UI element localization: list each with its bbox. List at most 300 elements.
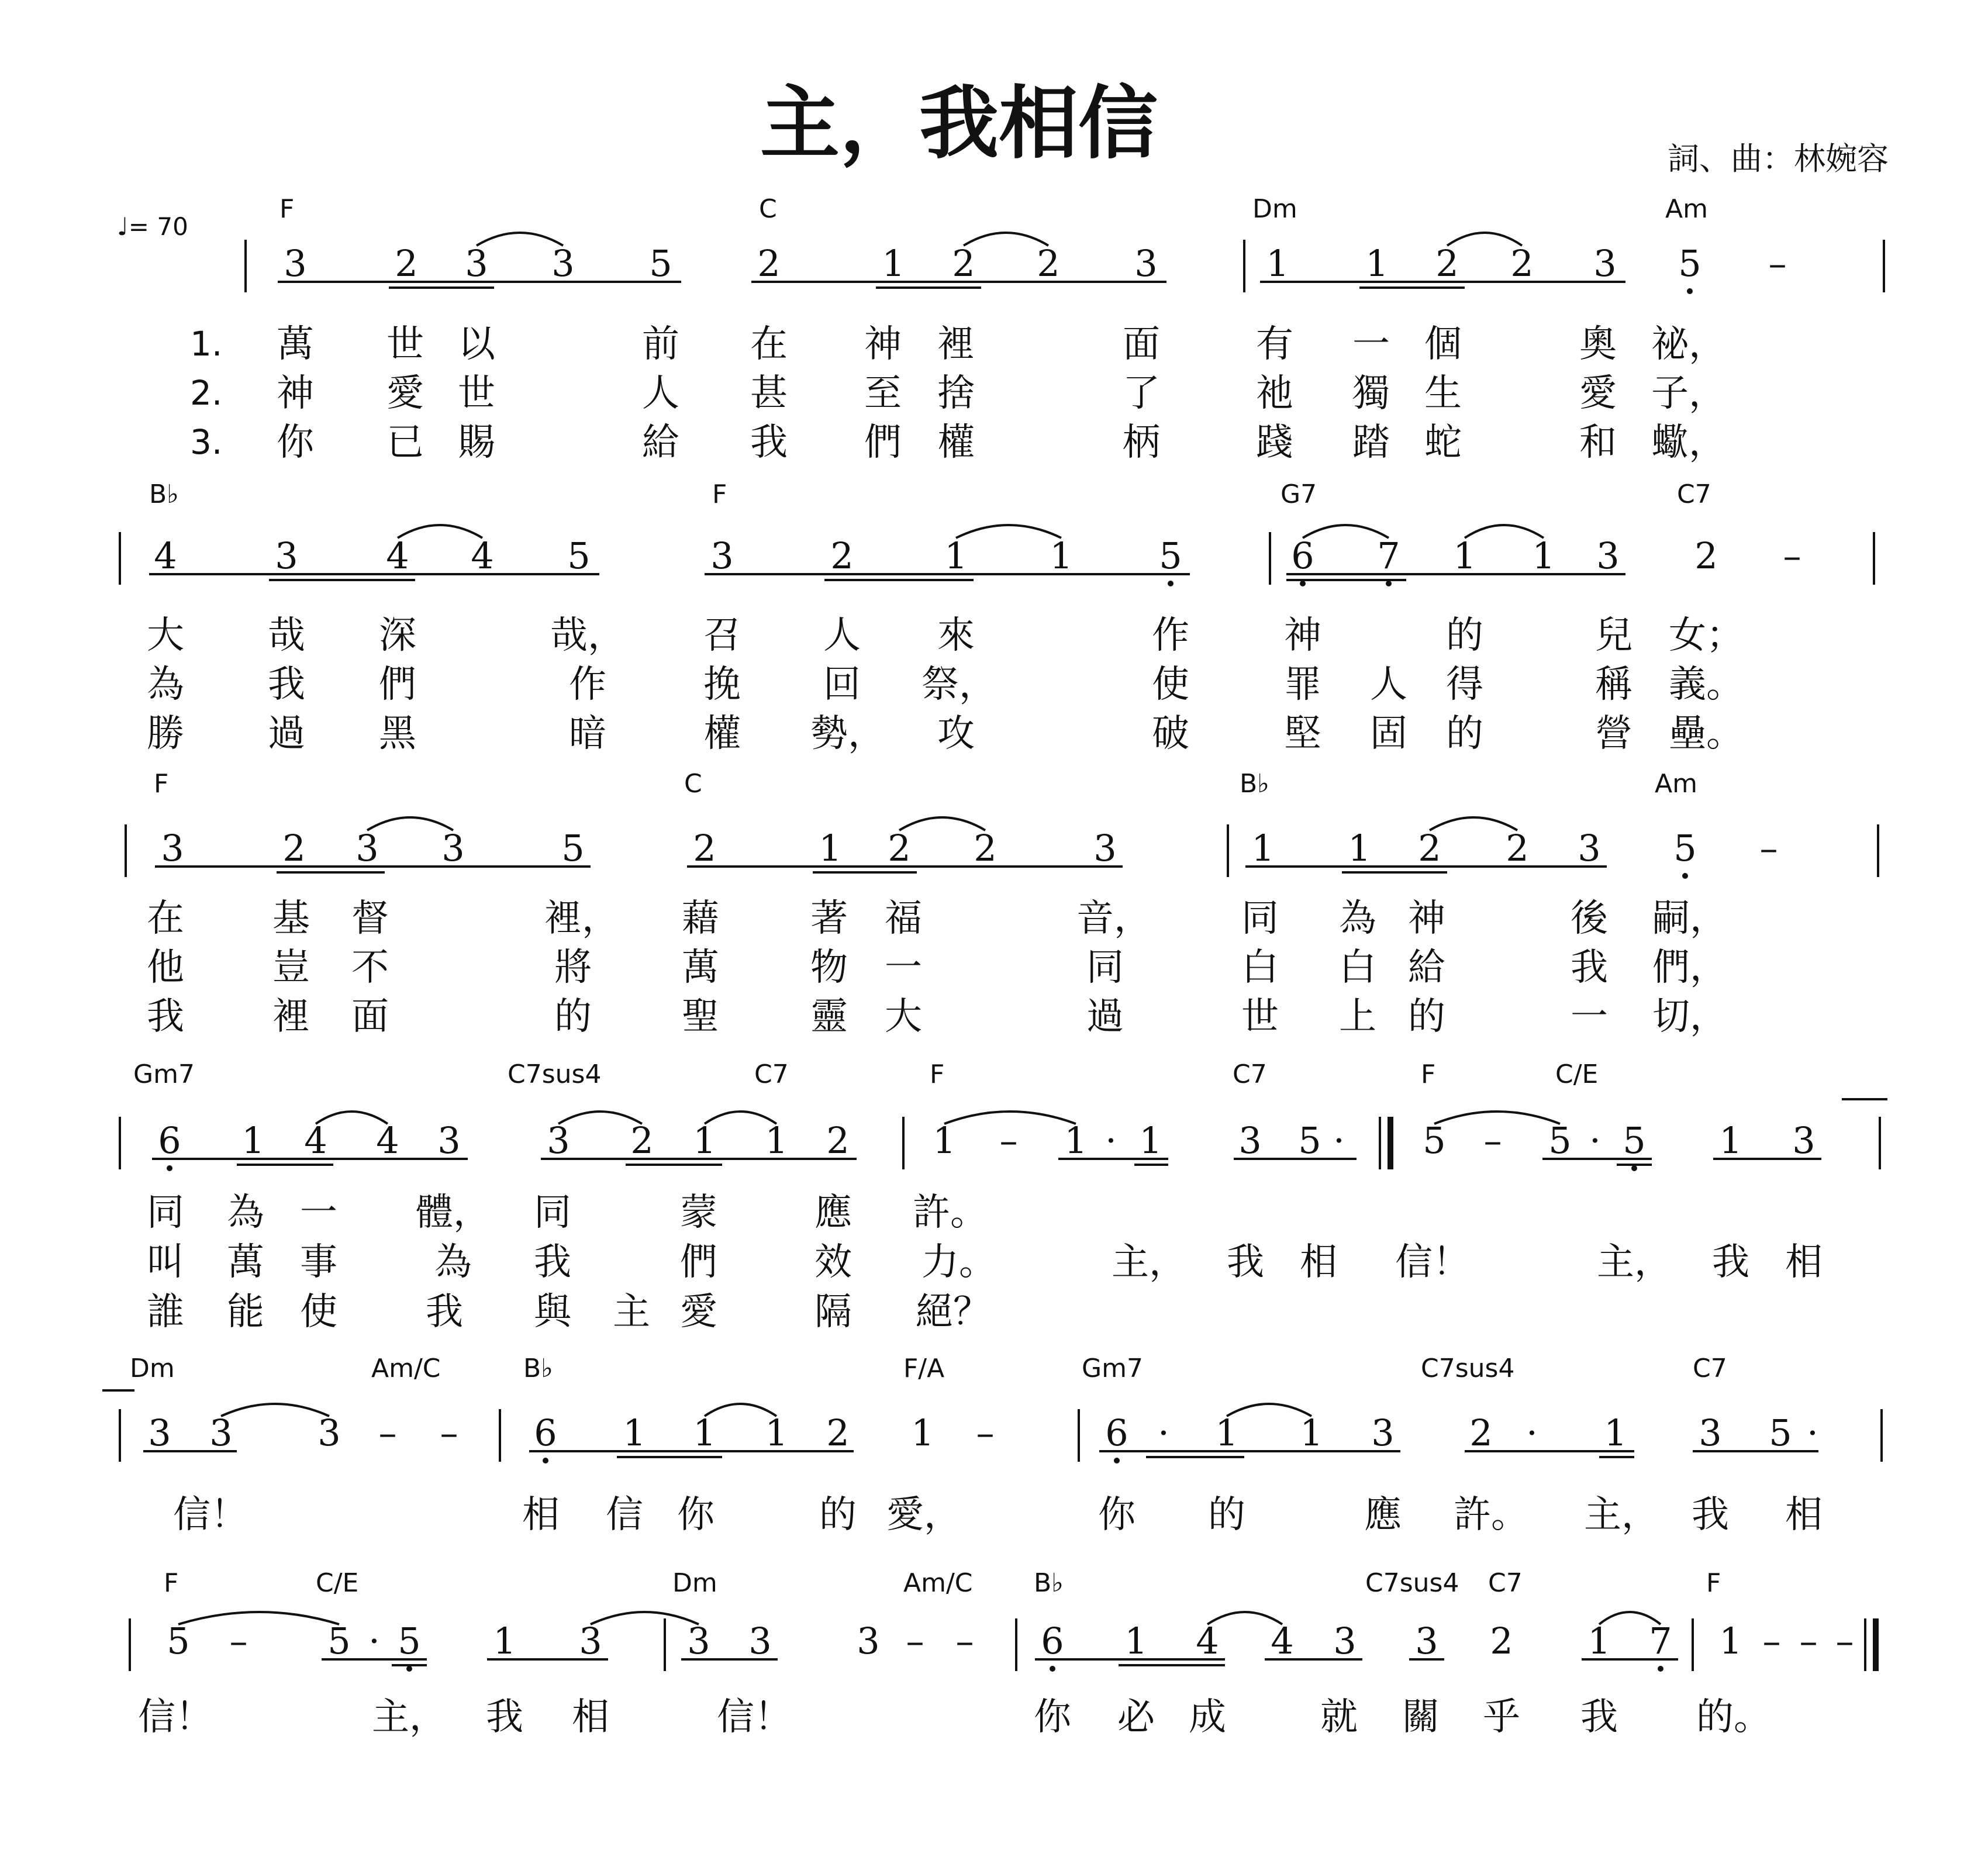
note: 2: [395, 242, 418, 285]
lyric: 我: [1580, 1696, 1618, 1739]
lyric: 基: [272, 897, 310, 940]
chord-label: B♭: [1240, 769, 1269, 799]
lyric: 主，: [372, 1696, 447, 1739]
lyric: 祂: [1256, 372, 1293, 415]
note: 5: [1298, 1119, 1321, 1162]
lyric: 得: [1446, 663, 1483, 706]
note: 1: [1300, 1411, 1323, 1454]
lyric: 過: [1086, 995, 1124, 1038]
note: 3: [1093, 827, 1117, 869]
composer-credit: 詞、曲：林婉容: [1668, 140, 1889, 177]
chord-label: Dm: [672, 1568, 717, 1598]
lyric: 們: [680, 1241, 717, 1284]
note: –: [1762, 1620, 1781, 1662]
lyric: 為: [147, 663, 184, 706]
lyric: 來: [937, 614, 975, 657]
lyric: 信！: [173, 1493, 248, 1537]
note: 5: [649, 242, 672, 285]
note: 4: [304, 1119, 327, 1162]
note: 4: [154, 534, 177, 577]
lyric: 面: [351, 995, 389, 1038]
note: 1: [882, 242, 905, 285]
note: 3: [579, 1620, 602, 1662]
lyric: 挽: [703, 663, 741, 706]
lyric: 福: [885, 897, 922, 940]
lyric: 給: [1408, 946, 1445, 989]
lyric: 聖: [682, 995, 719, 1038]
low-octave-dot: [1050, 1666, 1055, 1672]
note: ·: [1105, 1119, 1117, 1162]
lyric: 音，: [1076, 897, 1151, 940]
lyric: 萬: [277, 323, 314, 366]
lyric: 一: [1571, 995, 1608, 1038]
tie: [956, 525, 1061, 538]
lyric: 蒙: [680, 1191, 717, 1234]
note: 3: [551, 242, 575, 285]
lyric: 勝: [147, 712, 184, 755]
note: ·: [1526, 1411, 1538, 1454]
lyric: 黑: [379, 712, 416, 755]
note: 2: [630, 1119, 654, 1162]
note: 3: [317, 1411, 341, 1454]
lyric: 祭，: [921, 663, 996, 706]
chord-label: C/E: [316, 1568, 359, 1598]
chord-label: C7: [1233, 1059, 1267, 1089]
low-octave-dot: [1682, 873, 1688, 879]
lyric: 愛: [1579, 372, 1617, 415]
lyric: 我: [1692, 1493, 1729, 1537]
song-title: 主，我相信: [760, 78, 1158, 170]
tempo-marking: ♩= 70: [117, 212, 188, 241]
chord-label: F: [279, 194, 295, 224]
tie: [178, 1612, 339, 1624]
lyric: 事: [300, 1241, 337, 1284]
lyric: 使: [300, 1290, 337, 1334]
note: 6: [1291, 534, 1314, 577]
lyric: 誰: [147, 1290, 184, 1334]
lyric: 主: [613, 1290, 650, 1334]
lyric: 大: [885, 995, 922, 1038]
note: 3: [857, 1620, 880, 1662]
lyric: 相: [1785, 1493, 1823, 1537]
chord-label: Gm7: [1082, 1354, 1143, 1383]
lyric: 效: [814, 1241, 852, 1284]
lyric: 義。: [1669, 663, 1744, 706]
lyric: 許。: [913, 1191, 988, 1234]
note: 4: [1271, 1620, 1294, 1662]
chord-label: C: [759, 194, 777, 224]
lyric: 營: [1595, 712, 1632, 755]
lyric: 賜: [458, 421, 495, 464]
chord-label: C7sus4: [1365, 1568, 1459, 1598]
note: 2: [1037, 242, 1060, 285]
chord-label: B♭: [1034, 1568, 1064, 1598]
lyric: 我: [750, 421, 788, 464]
note: 3: [437, 1119, 461, 1162]
note: 6: [534, 1411, 557, 1454]
lyric: 乎: [1483, 1696, 1520, 1739]
lyric: 了: [1123, 372, 1160, 415]
lyric: 同: [534, 1191, 571, 1234]
lyric: 在: [147, 897, 184, 940]
note: 3: [1596, 534, 1620, 577]
note: 5: [1159, 534, 1182, 577]
chord-label: Am/C: [903, 1568, 973, 1598]
note: 2: [693, 827, 716, 869]
note: 2: [1490, 1620, 1513, 1662]
lyric: 不: [351, 946, 389, 989]
note: 6: [158, 1119, 181, 1162]
lyric: 我: [1712, 1241, 1749, 1284]
lyric: 蠍，: [1651, 421, 1726, 464]
lyric: 應: [814, 1191, 852, 1234]
lyric: 暗: [569, 712, 606, 755]
note: 5: [398, 1620, 421, 1662]
chord-label: C7: [754, 1059, 789, 1089]
tie: [1430, 817, 1517, 830]
lyric: 祕，: [1651, 323, 1726, 366]
tie: [964, 233, 1048, 246]
lyric: 過: [268, 712, 305, 755]
note: 2: [1510, 242, 1534, 285]
lyric: 面: [1123, 323, 1160, 366]
lyric: 力。: [921, 1241, 996, 1284]
note: 1: [241, 1119, 265, 1162]
lyric: 在: [750, 323, 788, 366]
note: –: [1768, 242, 1787, 285]
note: 7: [1649, 1620, 1672, 1662]
lyric: 權: [937, 421, 975, 464]
lyric: 相: [1785, 1241, 1823, 1284]
lyric: 深: [379, 614, 416, 657]
lyric: 大: [147, 614, 184, 657]
note: 1: [1453, 534, 1476, 577]
note: 4: [471, 534, 494, 577]
lyric: 你: [1034, 1696, 1071, 1739]
lyric: 們，: [1652, 946, 1727, 989]
note: ·: [1333, 1119, 1345, 1162]
lyric: 靈: [810, 995, 848, 1038]
low-octave-dot: [543, 1458, 548, 1463]
note: ·: [368, 1620, 380, 1662]
lyric: 我: [426, 1290, 463, 1334]
note: 3: [547, 1119, 570, 1162]
note: 1: [933, 1119, 956, 1162]
lyric: 一: [300, 1191, 337, 1234]
chord-label: Dm: [1252, 194, 1297, 224]
lyric: 白: [1241, 946, 1279, 989]
note: –: [1483, 1119, 1502, 1162]
chord-label: F: [930, 1059, 945, 1089]
lyric: 人: [642, 372, 679, 415]
note: 5: [167, 1620, 190, 1662]
note: 4: [386, 534, 409, 577]
note: –: [440, 1411, 458, 1454]
lyric: 信！: [138, 1696, 213, 1739]
lyric: 權: [703, 712, 741, 755]
lyric: 為: [1339, 897, 1376, 940]
chord-label: Am: [1665, 194, 1708, 224]
lyric: 切，: [1652, 995, 1727, 1038]
note: 5: [1673, 827, 1697, 869]
note: 5: [1769, 1411, 1792, 1454]
note: 1: [623, 1411, 646, 1454]
note: 3: [1415, 1620, 1438, 1662]
note: 3: [1238, 1119, 1262, 1162]
note: 1: [911, 1411, 934, 1454]
lyric: 神: [1408, 897, 1445, 940]
lyric: 主，: [1584, 1493, 1659, 1537]
lyric: 你: [1098, 1493, 1135, 1537]
system-6: [138, 1568, 1854, 1739]
note: 2: [952, 242, 975, 285]
chord-label: F: [1421, 1059, 1436, 1089]
note: 2: [974, 827, 997, 869]
lyric: 神: [864, 323, 902, 366]
tie: [558, 1112, 642, 1124]
lyric: 裡，: [544, 897, 619, 940]
note: 3: [1371, 1411, 1395, 1454]
note: 1: [819, 827, 842, 869]
verse-number: 2.: [190, 373, 223, 413]
note: 5: [327, 1620, 351, 1662]
lyric: 萬: [227, 1241, 264, 1284]
note: 5: [1623, 1119, 1646, 1162]
note: 1: [1719, 1119, 1742, 1162]
lyric: 我: [268, 663, 305, 706]
lyric: 的。: [1696, 1696, 1771, 1739]
note: 1: [693, 1119, 716, 1162]
lyric: 堅: [1284, 712, 1321, 755]
lyric: 能: [227, 1290, 264, 1334]
lyric: 世: [386, 323, 424, 366]
lyric: 我: [1571, 946, 1608, 989]
lyric: 主，: [1597, 1241, 1672, 1284]
lyric: 的: [1446, 614, 1483, 657]
note: 2: [830, 534, 854, 577]
note: 3: [1578, 827, 1601, 869]
note: 2: [1506, 827, 1529, 869]
lyric: 應: [1364, 1493, 1402, 1537]
note: 5: [1678, 242, 1701, 285]
low-octave-dot: [1386, 581, 1392, 586]
chord-label: Am: [1655, 769, 1697, 799]
lyric: 兒: [1595, 614, 1632, 657]
note: 3: [1333, 1620, 1357, 1662]
lyric: 哉: [268, 614, 305, 657]
low-octave-dot: [1300, 581, 1306, 586]
lyric: 人: [1370, 663, 1407, 706]
lyric: 罪: [1284, 663, 1321, 706]
lyric: 女；: [1669, 614, 1744, 657]
note: 3: [748, 1620, 772, 1662]
note: 3: [356, 827, 379, 869]
note: 3: [275, 534, 298, 577]
note: 2: [888, 827, 911, 869]
lyric: 督: [351, 897, 389, 940]
tie: [899, 817, 985, 830]
lyric: 們: [379, 663, 416, 706]
note: 5: [1548, 1119, 1572, 1162]
lyric: 你: [277, 421, 314, 464]
system-3: [147, 769, 1778, 1038]
note: 5: [567, 534, 591, 577]
note: 1: [944, 534, 968, 577]
lyric: 的: [1446, 712, 1483, 755]
lyric: 們: [864, 421, 902, 464]
lyric: 作: [1152, 614, 1189, 657]
lyric: 嗣，: [1652, 897, 1727, 940]
lyric: 叫: [147, 1241, 184, 1284]
low-octave-dot: [406, 1666, 412, 1672]
lyric: 我: [1227, 1241, 1264, 1284]
note: 4: [376, 1119, 399, 1162]
lyric: 召: [703, 614, 741, 657]
note: –: [1835, 1620, 1854, 1662]
lyric: 回: [823, 663, 861, 706]
low-octave-dot: [1631, 1165, 1637, 1171]
note: 1: [1215, 1411, 1238, 1454]
lyric: 同: [1086, 946, 1124, 989]
lyric: 和: [1579, 421, 1617, 464]
note: 5: [1423, 1119, 1446, 1162]
note: 3: [1699, 1411, 1722, 1454]
note: 1: [765, 1119, 788, 1162]
lyric: 踐: [1256, 421, 1293, 464]
lyric: 稱: [1595, 663, 1632, 706]
lyric: 豈: [272, 946, 310, 989]
note: 6: [1041, 1620, 1064, 1662]
lyric: 信: [606, 1493, 643, 1537]
lyric: 就: [1320, 1696, 1358, 1739]
lyric: 愛: [680, 1290, 717, 1334]
note: –: [1783, 534, 1801, 577]
lyric: 蛇: [1424, 421, 1462, 464]
note: 1: [765, 1411, 788, 1454]
tie: [221, 1404, 329, 1416]
verse-number: 3.: [190, 422, 223, 462]
note: 2: [1418, 827, 1441, 869]
lyric: 捨: [937, 372, 975, 415]
lyric: 愛，: [886, 1493, 961, 1537]
note: 2: [1435, 242, 1459, 285]
lyric: 主，: [1112, 1241, 1186, 1284]
lyric: 我: [486, 1696, 523, 1739]
note: 3: [465, 242, 488, 285]
chord-label: F: [154, 769, 169, 799]
low-octave-dot: [1168, 581, 1174, 586]
lyric: 人: [823, 614, 861, 657]
note: 2: [826, 1411, 850, 1454]
lyric: 奧: [1579, 323, 1617, 366]
note: –: [1799, 1620, 1818, 1662]
note: 2: [757, 242, 781, 285]
chord-label: C7sus4: [1421, 1354, 1515, 1383]
lyric: 與: [534, 1290, 571, 1334]
lyric: 前: [642, 323, 679, 366]
system-2: [147, 479, 1801, 755]
chord-label: F: [1706, 1568, 1721, 1598]
lyric: 白: [1339, 946, 1376, 989]
chord-label: B♭: [149, 479, 179, 509]
note: 3: [687, 1620, 710, 1662]
note: –: [229, 1620, 248, 1662]
lyric: 以: [458, 323, 495, 366]
lyric: 著: [810, 897, 848, 940]
lyric: 神: [277, 372, 314, 415]
lyric: 已: [386, 421, 424, 464]
lyric: 藉: [682, 897, 719, 940]
note: 3: [161, 827, 184, 869]
note: –: [906, 1620, 924, 1662]
lyric: 許。: [1454, 1493, 1528, 1537]
lyric: 甚: [750, 372, 788, 415]
note: 3: [209, 1411, 233, 1454]
tie: [591, 1612, 699, 1624]
lyric: 上: [1339, 995, 1376, 1038]
system-4: [133, 1059, 1823, 1334]
chord-label: F: [712, 479, 727, 509]
lyric: 攻: [937, 712, 975, 755]
low-octave-dot: [1658, 1666, 1663, 1672]
tie: [477, 233, 563, 246]
note: 1: [1266, 242, 1289, 285]
note: 2: [826, 1119, 850, 1162]
note: 1: [1064, 1119, 1088, 1162]
lyric: 必: [1117, 1696, 1155, 1739]
lyric: 相: [1300, 1241, 1337, 1284]
lyric: 關: [1402, 1696, 1440, 1739]
note: 4: [1196, 1620, 1219, 1662]
chord-label: C7sus4: [508, 1059, 602, 1089]
lyric: 使: [1152, 663, 1189, 706]
lyric: 壘。: [1669, 712, 1744, 755]
note: –: [976, 1411, 995, 1454]
note: 1: [1348, 827, 1371, 869]
note: 1: [1532, 534, 1555, 577]
note: –: [1759, 827, 1778, 869]
lyric: 勢，: [810, 712, 885, 755]
chord-label: B♭: [523, 1354, 553, 1383]
note: ·: [1158, 1411, 1169, 1454]
note: 3: [284, 242, 307, 285]
lyric: 物: [810, 946, 848, 989]
note: 1: [1604, 1411, 1627, 1454]
note: 1: [693, 1411, 716, 1454]
lyric: 信！: [717, 1696, 792, 1739]
note: 1: [1050, 534, 1073, 577]
chord-label: Am/C: [371, 1354, 441, 1383]
lyric: 同: [1241, 897, 1279, 940]
tie: [1303, 525, 1389, 538]
lyric: 踏: [1352, 421, 1390, 464]
lyric: 固: [1370, 712, 1407, 755]
note: 3: [148, 1411, 171, 1454]
lyric: 的: [819, 1493, 857, 1537]
lyric: 子，: [1651, 372, 1726, 415]
lyric: 他: [147, 946, 184, 989]
note: ·: [1589, 1119, 1601, 1162]
tie: [1227, 1404, 1311, 1416]
note: –: [999, 1119, 1018, 1162]
lyric: 作: [569, 663, 606, 706]
note: 7: [1377, 534, 1400, 577]
tie: [398, 525, 482, 538]
note: 1: [1124, 1620, 1148, 1662]
lyric: 後: [1571, 897, 1608, 940]
lyric: 一: [885, 946, 922, 989]
lyric: 的: [1208, 1493, 1245, 1537]
